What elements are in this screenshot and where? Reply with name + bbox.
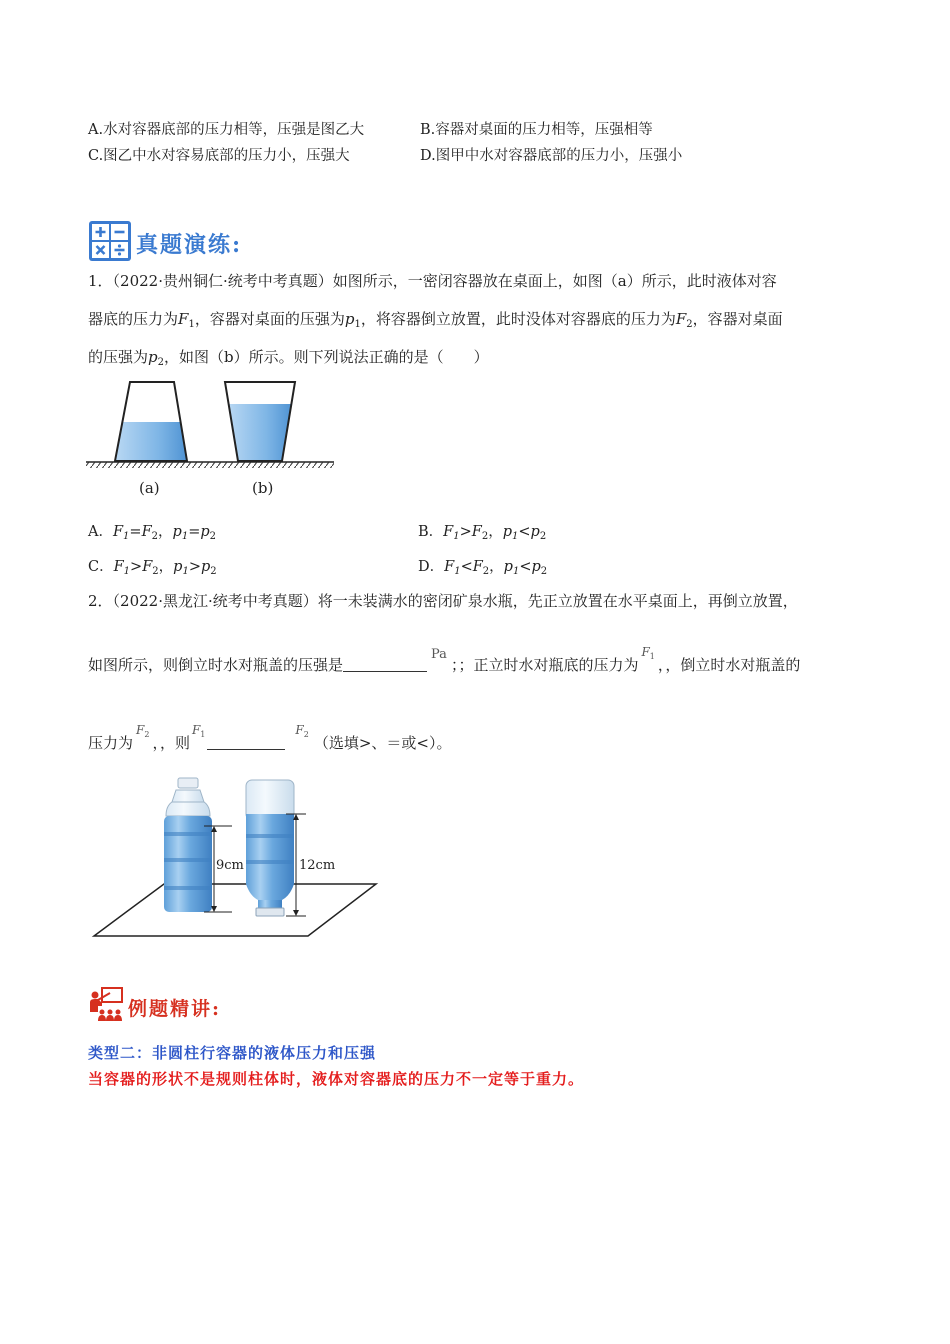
q2-source: （2022·黑龙江·统考中考真题） [112,592,318,610]
q1-source: （2022·贵州铜仁·统考中考真题） [112,272,333,290]
prev-option-d: D.图甲中水对容器底部的压力小，压强小 [420,148,683,164]
q1-line2: 器底的压力为$F_1$，容器对桌面的压强为$p_1$，将容器倒立放置，此时没体对容器底的压力为$F_2$，容器对桌面 [88,310,783,330]
section-title-practice: 真题演练: [136,232,243,258]
q1-option-c: C．$F_1>F_2$，$p_1>p_2$ [88,559,217,577]
q2-blank-compare[interactable] [207,735,285,750]
q2-line3: 压力为$^{F_2}$ ，，则$^{F_1}$ $^{F_2}$ （选填>、＝或<）。 [88,723,452,752]
q1-line1 [88,270,777,291]
q1-number: 1． [88,272,113,290]
q1-figure-containers [86,378,334,468]
q2-blank-pressure[interactable] [343,657,427,672]
q2-label-12cm: 12cm [299,858,336,873]
q2-line2: 如图所示，则倒立时水对瓶盖的压强是Pa；；正立时水对瓶底的压力为$^{F_1}$ ，，倒立时水对瓶盖的 [88,645,801,674]
q1-option-b: B．$F_1>F_2$，$p_1<p_2$ [418,524,547,542]
prev-option-b: B.容器对桌面的压力相等，压强相等 [420,122,653,138]
q2-number: 2． [88,592,113,610]
calculator-icon [88,220,132,262]
section-title-examples: 例题精讲: [128,998,222,1020]
prev-option-a: A.水对容器底部的压力相等，压强是图乙大 [88,122,365,138]
q2-line1: 2．（2022·黑龙江·统考中考真题）将一未装满水的密闭矿泉水瓶，先正立放置在水平桌面上，再倒立放置， [88,592,798,610]
type2-heading: 类型二：非圆柱行容器的液体压力和压强 [88,1044,377,1062]
q1-fig-label-a: (a) [139,479,160,497]
q1-option-a: A．$F_1=F_2$，$p_1=p_2$ [88,524,217,542]
prev-option-c: C.图乙中水对容易底部的压力小，压强大 [88,148,350,164]
type2-note: 当容器的形状不是规则柱体时，液体对容器底的压力不一定等于重力。 [88,1070,585,1088]
teacher-icon [88,986,124,1022]
q2-unit: Pa [431,647,447,662]
q1-fig-label-b: (b) [252,479,274,497]
q1-line3: 的压强为$p_2$，如图（b）所示。则下列说法正确的是（ ） [88,348,489,368]
q2-label-9cm: 9cm [216,858,244,873]
q1-option-d: D．$F_1<F_2$，$p_1<p_2$ [418,559,548,577]
q1-text1: 如图所示，一密闭容器放在桌面上，如图（a）所示，此时液体对容 [332,272,777,290]
